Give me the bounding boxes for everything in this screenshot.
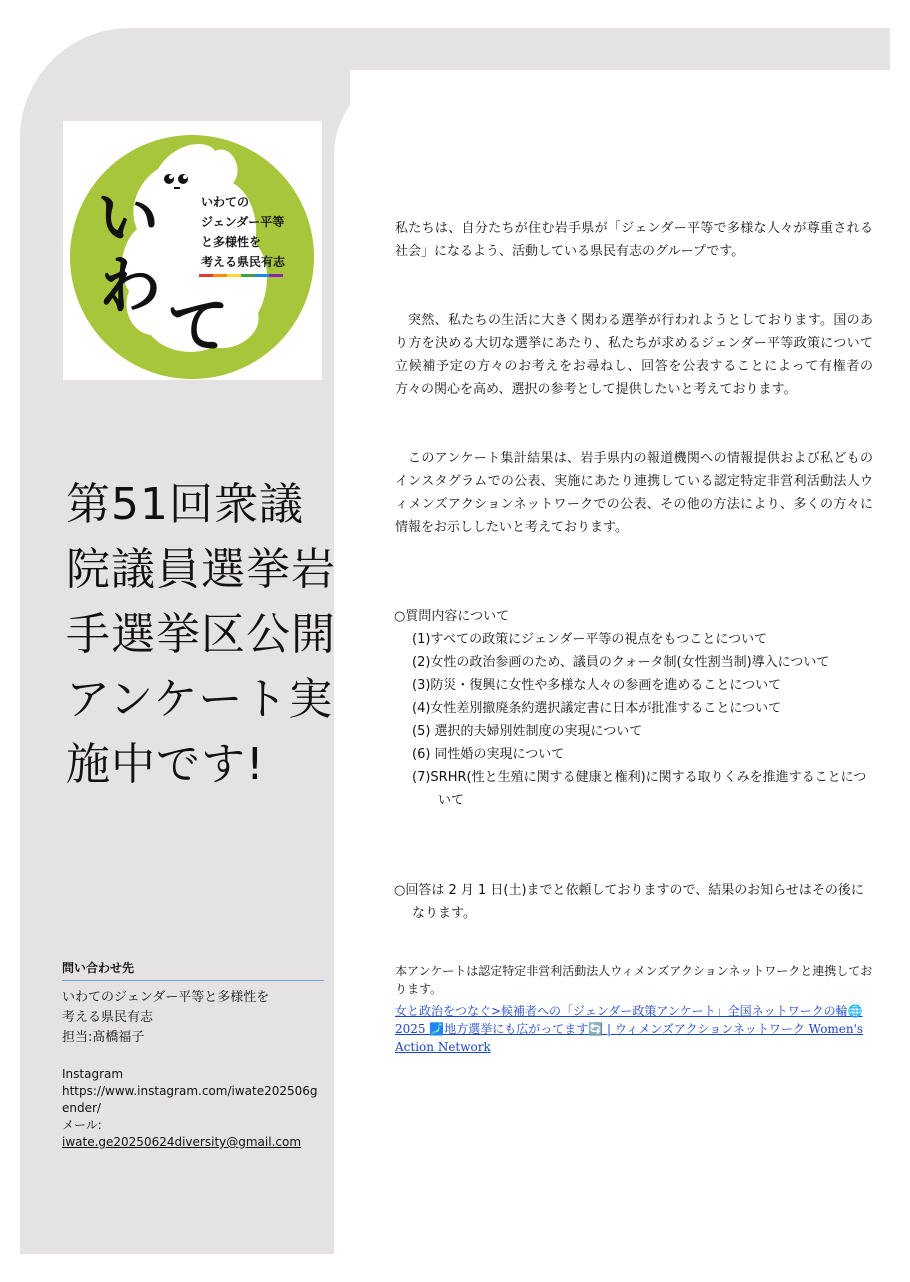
- list-item: (6) 同性婚の実現について: [412, 747, 565, 762]
- purpose-paragraph: 突然、私たちの生活に大きく関わる選挙が行われようとしております。国のあり方を決める大切な選挙にあたり、私たちが求めるジェンダー平等政策について立候補予定の方々のお考えをお尋ねし、回答を公表することによって有権者の方々の関心を高め、選択の参考として提供したいと考えております。: [395, 313, 873, 397]
- contact-person: 担当:髙橋福子: [62, 1030, 145, 1045]
- page-title: 第51回衆議院議員選挙岩手選挙区公開アンケート実施中です!: [66, 479, 336, 790]
- mail-label: メール:: [62, 1118, 102, 1132]
- contact-heading: 問い合わせ先: [62, 959, 324, 981]
- logo-text-line-4: 考える県民有志: [201, 255, 286, 269]
- mail-link[interactable]: iwate.ge20250624diversity@gmail.com: [62, 1135, 302, 1149]
- logo-graphic: [63, 121, 322, 380]
- logo-text-line-3: と多様性を: [201, 235, 262, 249]
- logo-char-wa: わ: [99, 249, 162, 322]
- publication-paragraph: このアンケート集計結果は、岩手県内の報道機関への情報提供および私どものインスタグラムでの公表、実施にあたり連携している認定特定非営利活動法人ウィメンズアクションネットワークでの公表、その他の方法により、多くの方々に情報をお示ししたいと考えております。: [395, 451, 873, 535]
- contact-links: [62, 1066, 324, 1151]
- partner-note: 本アンケートは認定特定非営利活動法人ウィメンズアクションネットワークと連携しております。: [395, 964, 873, 996]
- answer-deadline-note: ○回答は 2 月 1 日(土)までと依頼しておりますので、結果のお知らせはその後になります。: [394, 883, 864, 921]
- intro-paragraph: 私たちは、自分たちが住む岩手県が「ジェンダー平等で多様な人々が尊重される社会」になるよう、活動している県民有志のグループです。: [395, 221, 873, 259]
- top-band-background: [300, 28, 890, 70]
- group-logo: [63, 121, 322, 380]
- list-item: (5) 選択的夫婦別姓制度の実現について: [412, 724, 643, 739]
- logo-char-i: い: [97, 181, 160, 254]
- contact-org-line-1: いわてのジェンダー平等と多様性を: [62, 990, 270, 1005]
- instagram-url[interactable]: https://www.instagram.com/iwate202506gender/: [62, 1084, 318, 1115]
- list-item: (3)防災・復興に女性や多様な人々の参画を進めることについて: [412, 678, 782, 693]
- logo-text-line-2: ジェンダー平等: [201, 215, 285, 229]
- list-item: (4)女性差別撤廃条約選択議定書に日本が批准することについて: [412, 701, 782, 716]
- logo-stripe: [199, 274, 213, 277]
- contact-info: [62, 988, 324, 1048]
- list-item: (2)女性の政治参画のため、議員のクォータ制(女性割当制)導入について: [412, 655, 830, 670]
- logo-eye-right: [178, 174, 188, 184]
- partner-link[interactable]: 女と政治をつなぐ>候補者への「ジェンダー政策アンケート」全国ネットワークの輪🌐2025 🗾地方選挙にも広がってます🔄 | ウィメンズアクションネットワーク Women's Action Network: [395, 1004, 864, 1054]
- question-list-heading: ○質問内容について: [394, 609, 510, 624]
- question-list: [394, 605, 874, 812]
- logo-mouth: [174, 187, 180, 189]
- logo-text-line-1: いわての: [201, 195, 250, 209]
- instagram-label: Instagram: [62, 1067, 124, 1081]
- list-item: (7)SRHR(性と生殖に関する健康と権利)に関する取りくみを推進することについて: [412, 770, 867, 808]
- list-item: (1)すべての政策にジェンダー平等の視点をもつことについて: [412, 632, 768, 647]
- logo-char-te: て: [167, 289, 230, 362]
- contact-org-line-2: 考える県民有志: [62, 1010, 154, 1025]
- logo-eye-left: [164, 174, 174, 184]
